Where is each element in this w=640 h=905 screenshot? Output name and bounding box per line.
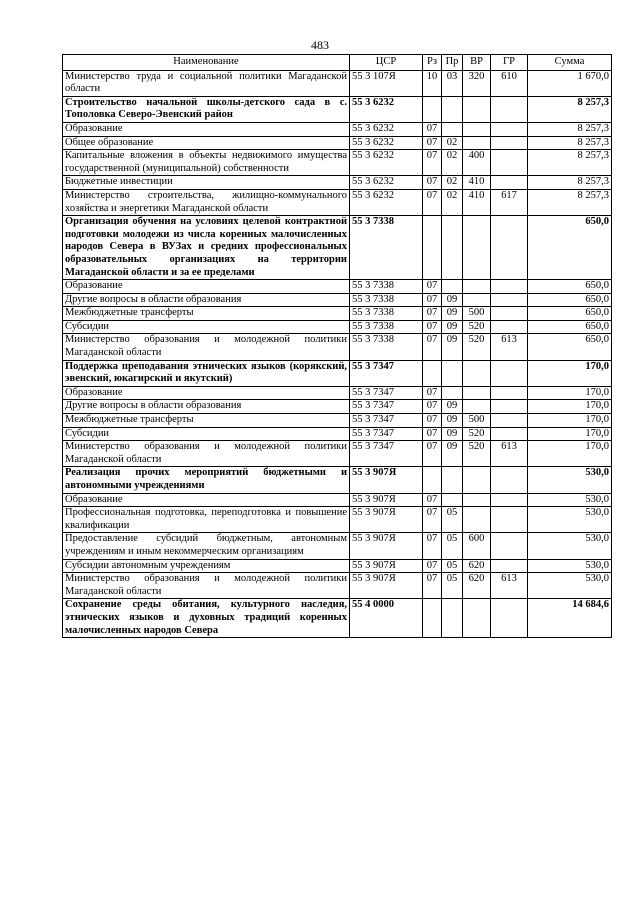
cell-rz (423, 216, 442, 280)
cell-name: Министерство строительства, жилищно-коммунального хозяйства и энергетики Магаданской области (63, 189, 350, 215)
cell-sum: 650,0 (528, 307, 612, 321)
cell-vr (463, 400, 491, 414)
table-row (63, 216, 612, 280)
cell-sum: 650,0 (528, 320, 612, 334)
cell-vr (463, 280, 491, 294)
table-row (63, 559, 612, 573)
cell-name: Капитальные вложения в объекты недвижимого имущества государственной (муниципальной) собственности (63, 150, 350, 176)
cell-name: Реализация прочих мероприятий бюджетными и автономными учреждениями (63, 467, 350, 493)
cell-sum: 650,0 (528, 216, 612, 280)
table-row (63, 189, 612, 215)
cell-name: Общее образование (63, 136, 350, 150)
page-number: 483 (311, 38, 329, 52)
cell-sum: 170,0 (528, 427, 612, 441)
header-name: Наименование (63, 55, 350, 71)
header-gr: ГР (491, 55, 528, 71)
cell-gr (491, 427, 528, 441)
cell-sum: 8 257,3 (528, 122, 612, 136)
cell-rz: 07 (423, 334, 442, 360)
table-header-row (63, 55, 612, 71)
cell-rz (423, 599, 442, 638)
header-rz: Рз (423, 55, 442, 71)
table-row (63, 427, 612, 441)
cell-sum: 170,0 (528, 386, 612, 400)
cell-pr (442, 493, 463, 507)
table-row (63, 136, 612, 150)
cell-sum: 8 257,3 (528, 176, 612, 190)
header-pr: Пр (442, 55, 463, 71)
cell-pr: 09 (442, 441, 463, 467)
cell-pr (442, 360, 463, 386)
cell-pr: 05 (442, 507, 463, 533)
cell-csr: 55 3 7338 (350, 307, 423, 321)
cell-pr: 09 (442, 293, 463, 307)
cell-sum: 1 670,0 (528, 70, 612, 96)
table-row (63, 150, 612, 176)
cell-name: Образование (63, 280, 350, 294)
cell-csr: 55 3 907Я (350, 573, 423, 599)
cell-rz: 07 (423, 386, 442, 400)
cell-vr: 520 (463, 427, 491, 441)
table-body (63, 70, 612, 638)
cell-pr: 02 (442, 136, 463, 150)
cell-csr: 55 3 6232 (350, 96, 423, 122)
cell-sum: 650,0 (528, 280, 612, 294)
cell-vr: 600 (463, 533, 491, 559)
table-row (63, 70, 612, 96)
cell-csr: 55 3 6232 (350, 189, 423, 215)
cell-vr: 500 (463, 307, 491, 321)
table-row (63, 414, 612, 428)
cell-name: Образование (63, 122, 350, 136)
cell-gr: 617 (491, 189, 528, 215)
cell-csr: 55 3 7347 (350, 360, 423, 386)
table-row (63, 467, 612, 493)
cell-vr (463, 136, 491, 150)
table-row (63, 599, 612, 638)
cell-name: Образование (63, 386, 350, 400)
cell-gr (491, 320, 528, 334)
cell-name: Другие вопросы в области образования (63, 400, 350, 414)
cell-gr (491, 280, 528, 294)
table-row (63, 176, 612, 190)
cell-gr (491, 493, 528, 507)
cell-name: Сохранение среды обитания, культурного наследия, этнических языков и духовных традиций коренных малочисленных народов Севера (63, 599, 350, 638)
cell-csr: 55 3 7347 (350, 400, 423, 414)
cell-vr: 410 (463, 176, 491, 190)
cell-rz: 07 (423, 414, 442, 428)
cell-vr (463, 507, 491, 533)
cell-csr: 55 3 7347 (350, 441, 423, 467)
cell-vr (463, 360, 491, 386)
cell-gr (491, 136, 528, 150)
header-sum: Сумма (528, 55, 612, 71)
cell-pr: 05 (442, 559, 463, 573)
cell-vr (463, 216, 491, 280)
table-row (63, 293, 612, 307)
cell-pr (442, 216, 463, 280)
table-row (63, 573, 612, 599)
table-row (63, 533, 612, 559)
cell-vr: 320 (463, 70, 491, 96)
cell-rz (423, 96, 442, 122)
cell-pr: 09 (442, 414, 463, 428)
cell-name: Организация обучения на условиях целевой контрактной подготовки молодежи из числа коренных малочисленных народов Севера в ВУЗах и средних профессиональных образовательных организациях на территории Магаданской области и за ее пределами (63, 216, 350, 280)
cell-csr: 55 3 6232 (350, 136, 423, 150)
cell-rz: 10 (423, 70, 442, 96)
cell-gr (491, 122, 528, 136)
cell-pr: 09 (442, 400, 463, 414)
table-row (63, 386, 612, 400)
cell-rz: 07 (423, 136, 442, 150)
cell-rz: 07 (423, 427, 442, 441)
cell-vr: 410 (463, 189, 491, 215)
cell-csr: 55 3 907Я (350, 533, 423, 559)
cell-csr: 55 3 7338 (350, 293, 423, 307)
cell-gr: 613 (491, 334, 528, 360)
cell-gr (491, 386, 528, 400)
cell-vr: 620 (463, 559, 491, 573)
cell-vr (463, 122, 491, 136)
cell-vr: 520 (463, 441, 491, 467)
cell-vr (463, 293, 491, 307)
cell-sum: 530,0 (528, 573, 612, 599)
cell-csr: 55 3 7347 (350, 414, 423, 428)
cell-rz: 07 (423, 320, 442, 334)
cell-pr: 09 (442, 320, 463, 334)
cell-rz: 07 (423, 493, 442, 507)
cell-rz: 07 (423, 280, 442, 294)
cell-vr (463, 493, 491, 507)
cell-vr: 520 (463, 334, 491, 360)
cell-gr (491, 96, 528, 122)
cell-rz (423, 360, 442, 386)
cell-pr (442, 386, 463, 400)
cell-vr (463, 96, 491, 122)
cell-pr: 05 (442, 533, 463, 559)
cell-name: Межбюджетные трансферты (63, 414, 350, 428)
cell-csr: 55 3 7347 (350, 427, 423, 441)
cell-name: Министерство образования и молодежной политики Магаданской области (63, 573, 350, 599)
cell-sum: 170,0 (528, 400, 612, 414)
cell-gr (491, 507, 528, 533)
table-row (63, 280, 612, 294)
cell-gr (491, 216, 528, 280)
cell-rz: 07 (423, 307, 442, 321)
cell-vr (463, 386, 491, 400)
cell-sum: 170,0 (528, 360, 612, 386)
cell-name: Строительство начальной школы-детского сада в с. Тополовка Северо-Эвенский район (63, 96, 350, 122)
cell-rz: 07 (423, 189, 442, 215)
cell-csr: 55 3 907Я (350, 493, 423, 507)
cell-sum: 530,0 (528, 467, 612, 493)
cell-csr: 55 3 107Я (350, 70, 423, 96)
cell-name: Министерство образования и молодежной политики Магаданской области (63, 441, 350, 467)
cell-rz: 07 (423, 150, 442, 176)
cell-name: Бюджетные инвестиции (63, 176, 350, 190)
cell-name: Межбюджетные трансферты (63, 307, 350, 321)
cell-csr: 55 3 907Я (350, 467, 423, 493)
cell-pr: 09 (442, 307, 463, 321)
table-row (63, 493, 612, 507)
cell-gr (491, 559, 528, 573)
table-row (63, 360, 612, 386)
cell-vr: 620 (463, 573, 491, 599)
cell-gr (491, 176, 528, 190)
cell-csr: 55 3 6232 (350, 122, 423, 136)
cell-name: Предоставление субсидий бюджетным, автономным учреждениям и иным некоммерческим организациям (63, 533, 350, 559)
cell-gr (491, 533, 528, 559)
cell-gr (491, 414, 528, 428)
cell-rz: 07 (423, 507, 442, 533)
cell-gr (491, 599, 528, 638)
cell-gr (491, 360, 528, 386)
cell-gr (491, 467, 528, 493)
table-row (63, 334, 612, 360)
cell-pr (442, 467, 463, 493)
cell-pr: 09 (442, 427, 463, 441)
table-row (63, 122, 612, 136)
cell-pr (442, 280, 463, 294)
cell-sum: 530,0 (528, 533, 612, 559)
cell-vr: 520 (463, 320, 491, 334)
cell-rz: 07 (423, 573, 442, 599)
cell-rz: 07 (423, 441, 442, 467)
cell-rz: 07 (423, 533, 442, 559)
table-row (63, 400, 612, 414)
cell-name: Субсидии (63, 320, 350, 334)
cell-pr: 09 (442, 334, 463, 360)
cell-pr (442, 599, 463, 638)
cell-csr: 55 3 7338 (350, 334, 423, 360)
cell-sum: 170,0 (528, 441, 612, 467)
cell-rz: 07 (423, 400, 442, 414)
cell-csr: 55 3 907Я (350, 559, 423, 573)
cell-csr: 55 3 6232 (350, 176, 423, 190)
cell-pr: 03 (442, 70, 463, 96)
cell-csr: 55 3 7347 (350, 386, 423, 400)
cell-gr (491, 307, 528, 321)
table-row (63, 441, 612, 467)
cell-name: Субсидии автономным учреждениям (63, 559, 350, 573)
cell-rz: 07 (423, 176, 442, 190)
cell-gr: 613 (491, 441, 528, 467)
cell-name: Другие вопросы в области образования (63, 293, 350, 307)
cell-sum: 8 257,3 (528, 96, 612, 122)
cell-gr (491, 150, 528, 176)
cell-sum: 8 257,3 (528, 189, 612, 215)
cell-sum: 530,0 (528, 507, 612, 533)
cell-name: Профессиональная подготовка, переподготовка и повышение квалификации (63, 507, 350, 533)
cell-name: Образование (63, 493, 350, 507)
cell-pr: 02 (442, 189, 463, 215)
cell-vr (463, 599, 491, 638)
cell-csr: 55 3 7338 (350, 280, 423, 294)
cell-gr: 613 (491, 573, 528, 599)
cell-sum: 8 257,3 (528, 150, 612, 176)
cell-vr (463, 467, 491, 493)
table-row (63, 320, 612, 334)
cell-sum: 8 257,3 (528, 136, 612, 150)
cell-csr: 55 3 6232 (350, 150, 423, 176)
table-row (63, 507, 612, 533)
cell-csr: 55 3 7338 (350, 320, 423, 334)
cell-name: Субсидии (63, 427, 350, 441)
cell-gr (491, 293, 528, 307)
cell-gr (491, 400, 528, 414)
cell-csr: 55 4 0000 (350, 599, 423, 638)
table-row (63, 96, 612, 122)
cell-sum: 650,0 (528, 334, 612, 360)
cell-vr: 500 (463, 414, 491, 428)
cell-csr: 55 3 907Я (350, 507, 423, 533)
cell-rz (423, 467, 442, 493)
cell-sum: 530,0 (528, 493, 612, 507)
header-vr: ВР (463, 55, 491, 71)
cell-pr: 02 (442, 150, 463, 176)
cell-sum: 650,0 (528, 293, 612, 307)
cell-sum: 170,0 (528, 414, 612, 428)
cell-gr: 610 (491, 70, 528, 96)
table-row (63, 307, 612, 321)
cell-pr (442, 122, 463, 136)
cell-name: Поддержка преподавания этнических языков (корякский, эвенский, юкагирский и якутский) (63, 360, 350, 386)
cell-rz: 07 (423, 559, 442, 573)
cell-rz: 07 (423, 122, 442, 136)
cell-name: Министерство труда и социальной политики Магаданской области (63, 70, 350, 96)
cell-pr: 02 (442, 176, 463, 190)
cell-vr: 400 (463, 150, 491, 176)
budget-table (62, 54, 612, 638)
cell-pr (442, 96, 463, 122)
cell-sum: 530,0 (528, 559, 612, 573)
cell-csr: 55 3 7338 (350, 216, 423, 280)
cell-rz: 07 (423, 293, 442, 307)
cell-sum: 14 684,6 (528, 599, 612, 638)
cell-pr: 05 (442, 573, 463, 599)
header-csr: ЦСР (350, 55, 423, 71)
cell-name: Министерство образования и молодежной политики Магаданской области (63, 334, 350, 360)
